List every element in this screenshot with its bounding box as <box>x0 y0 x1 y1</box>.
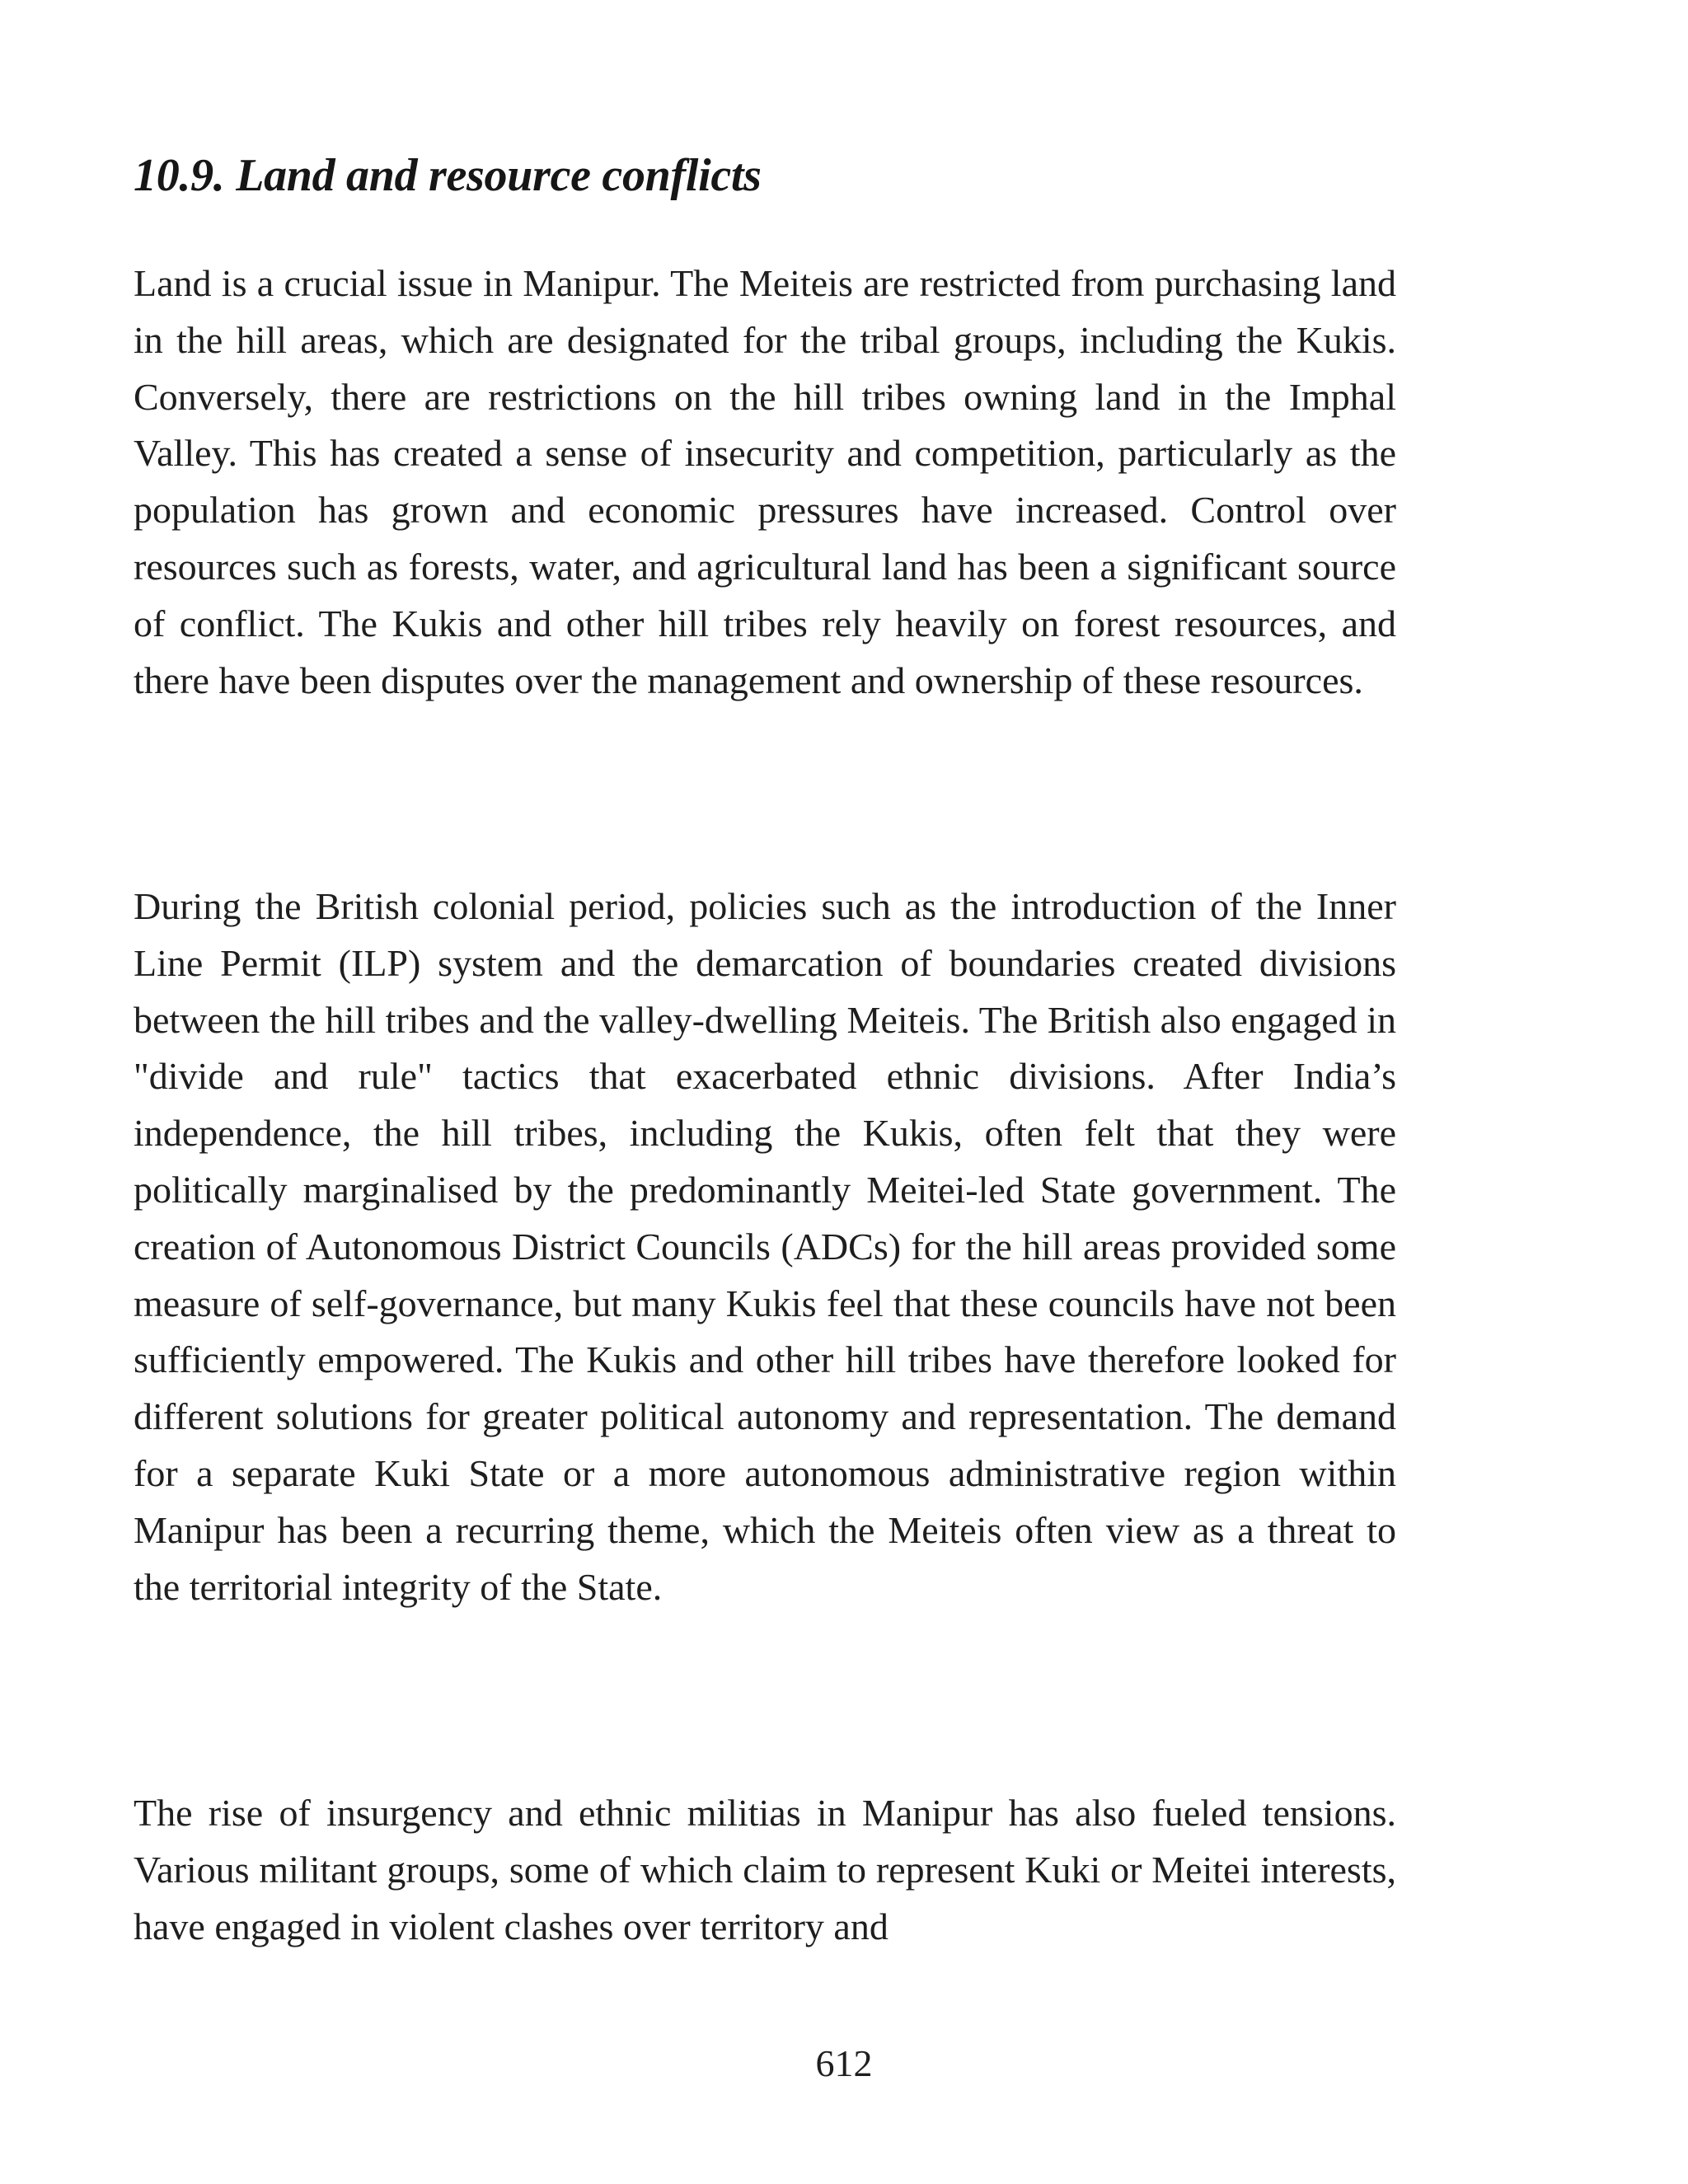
page-number: 612 <box>815 2042 873 2084</box>
paragraph-colonial-history: During the British colonial period, policies such as the introduction of the Inner Line Permit (ILP) system and the demarcation of boundaries created divisions between the hill tribes and the valley-dwelling Meiteis. The British also engaged in "divide and rule" tactics that exacerbated ethnic divisions. After India’s independence, the hill tribes, including the Kukis, often felt that they were politically marginalised by the predominantly Meitei-led State government. The creation of Autonomous District Councils (ADCs) for the hill areas provided some measure of self-governance, but many Kukis feel that these councils have not been sufficiently empowered. The Kukis and other hill tribes have therefore looked for different solutions for greater political autonomy and representation. The demand for a separate Kuki State or a more autonomous administrative region within Manipur has been a recurring theme, which the Meiteis often view as a threat to the territorial integrity of the State. <box>134 885 1396 1608</box>
paragraph-land-issue: Land is a crucial issue in Manipur. The Meiteis are restricted from purchasing land in the hill areas, which are designated for the tribal groups, including the Kukis. Conversely, there are restrictions on the hill tribes owning land in the Imphal Valley. This has created a sense of insecurity and competition, particularly as the population has grown and economic pressures have increased. Control over resources such as forests, water, and agricultural land has been a significant source of conflict. The Kukis and other hill tribes rely heavily on forest resources, and there have been disputes over the management and ownership of these resources. <box>134 262 1396 701</box>
paragraph-insurgency: The rise of insurgency and ethnic militias in Manipur has also fueled tensions. Various militant groups, some of which claim to represent Kuki or Meitei interests, have engaged in violent clashes over territory and <box>134 1792 1396 1947</box>
section-heading: 10.9. Land and resource conflicts <box>134 150 762 201</box>
